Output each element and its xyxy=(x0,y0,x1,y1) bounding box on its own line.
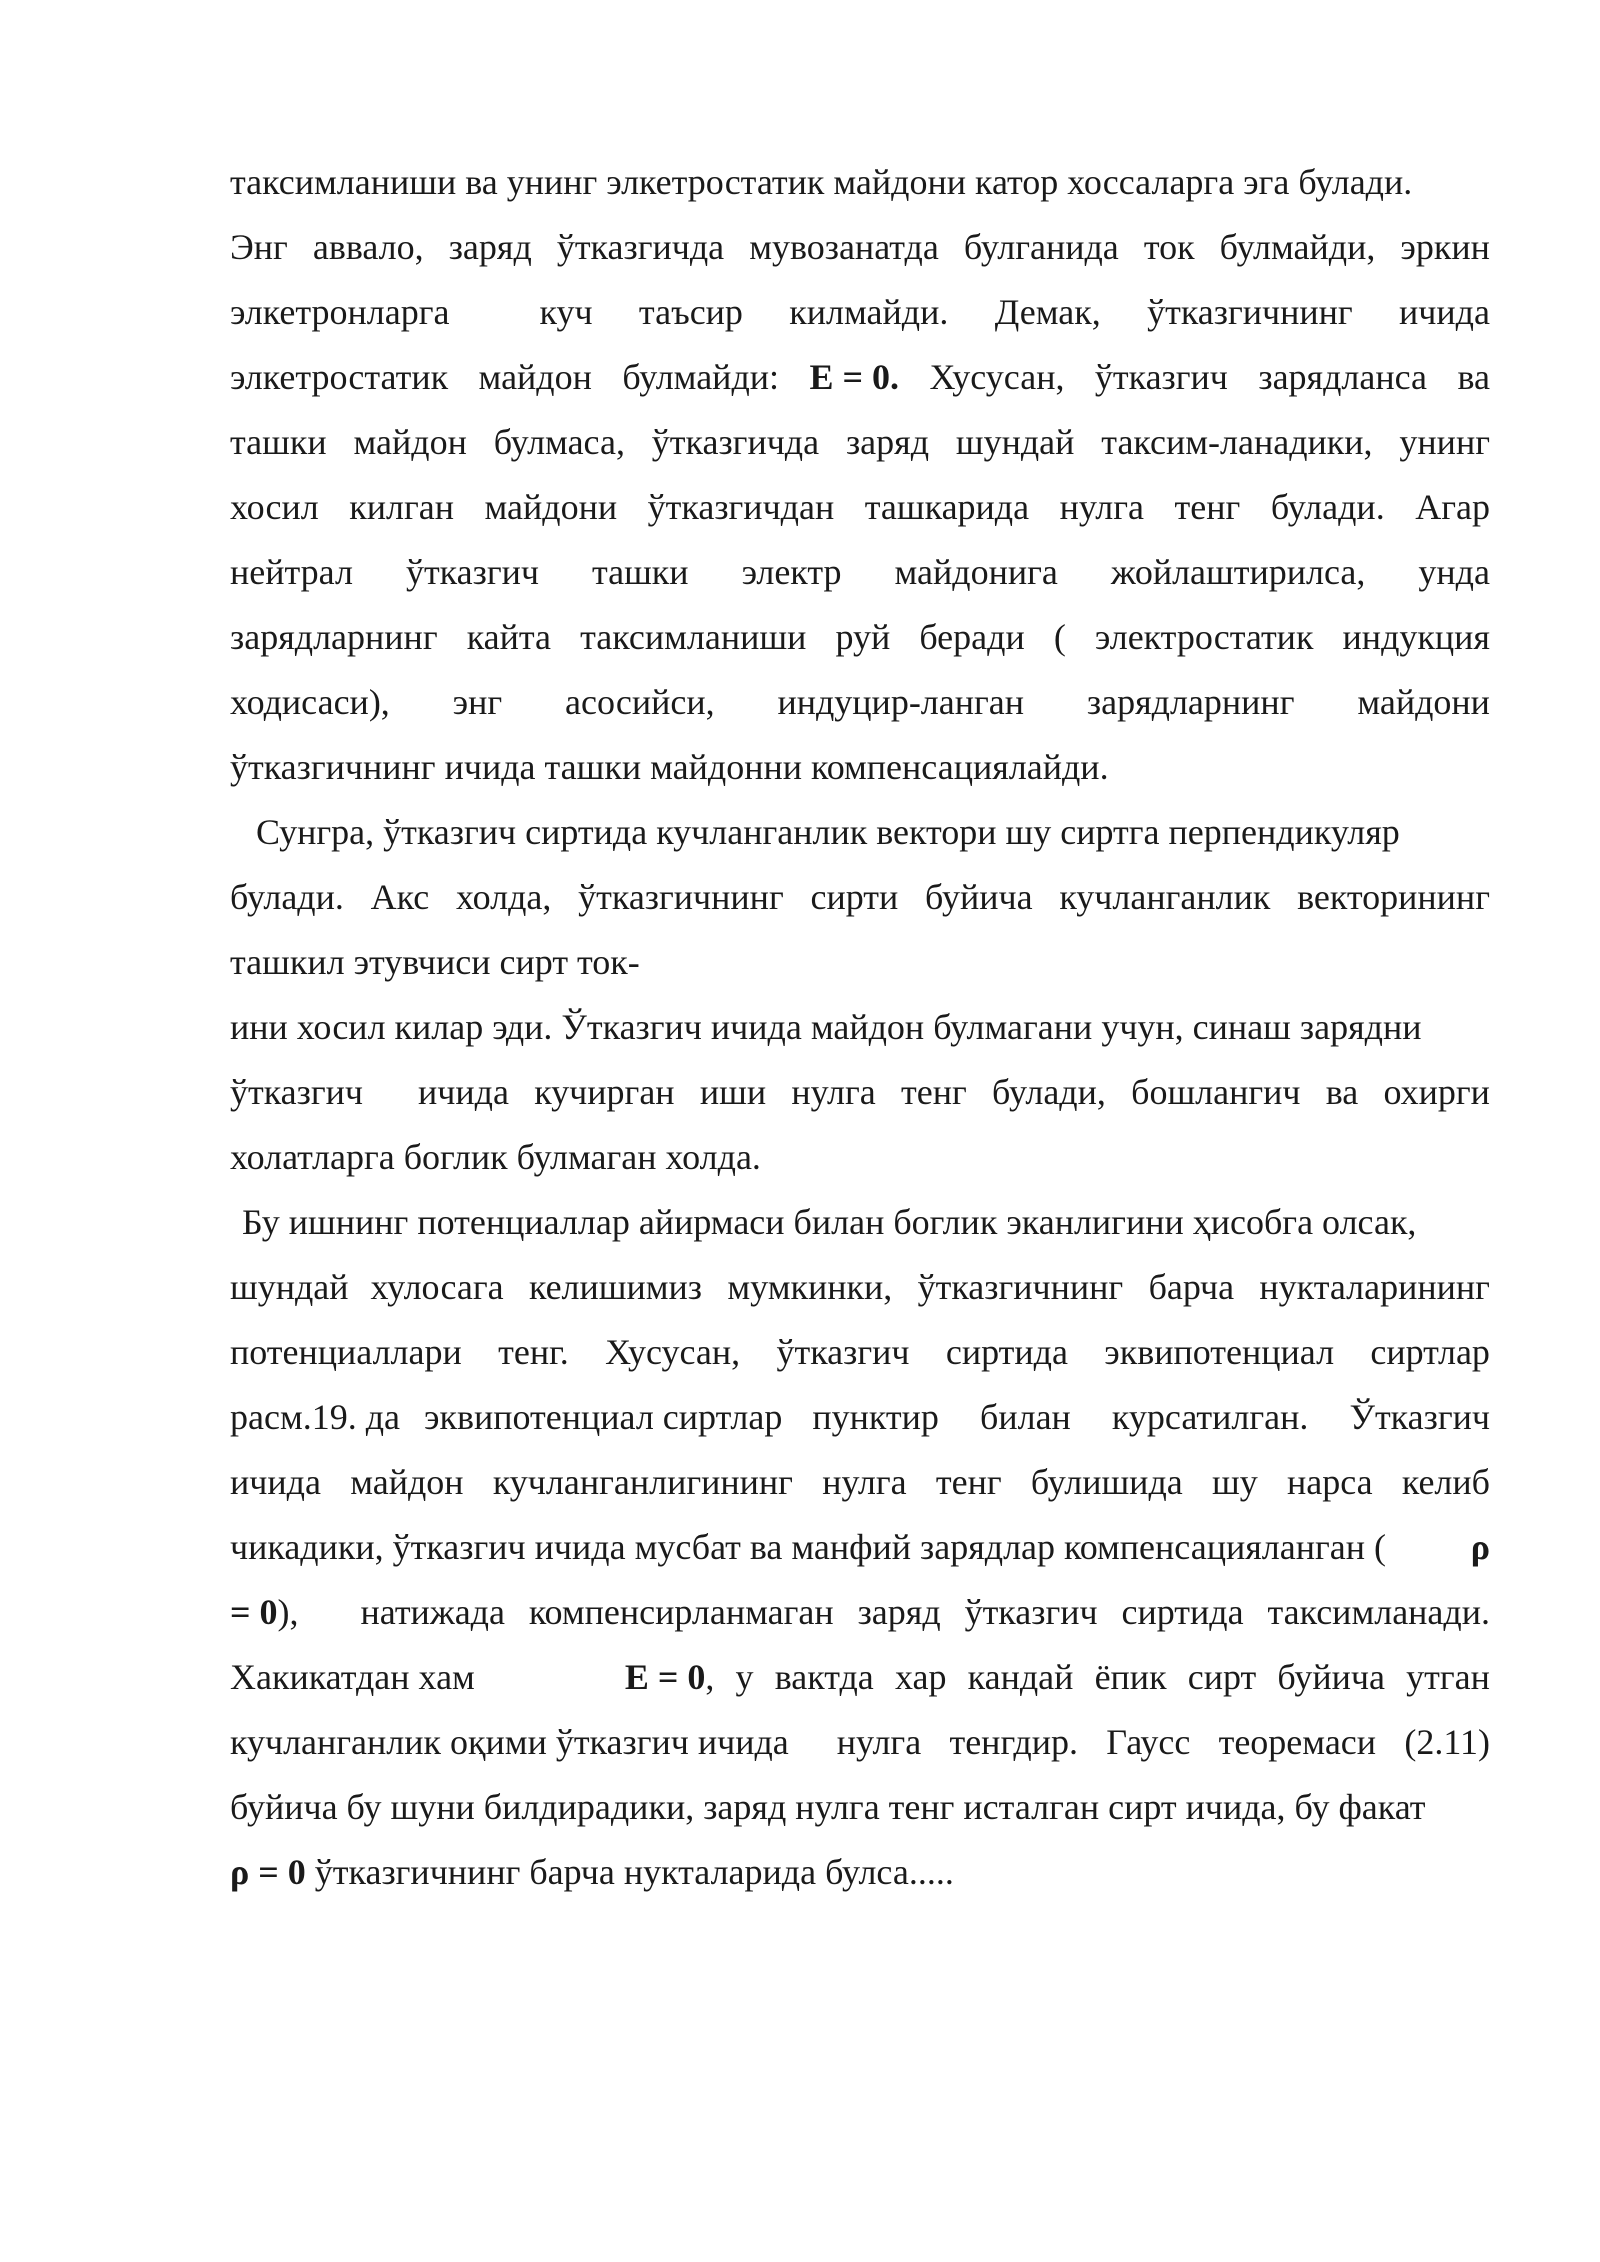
word: булишида xyxy=(1030,1462,1183,1502)
word: келишимиз xyxy=(528,1267,703,1307)
text-run: ини хосил килар эди. Ўтказгич ичида майдон булмагани учун, синаш зарядни xyxy=(230,1007,1422,1047)
word: нукталарининг xyxy=(1259,1267,1490,1307)
text-run: эквипотенциал сиртлар xyxy=(424,1397,783,1437)
word: таъсир xyxy=(638,292,743,332)
text-run: ташкил этувчиси сирт ток- xyxy=(230,942,640,982)
word: хар xyxy=(894,1657,947,1697)
word: тенг. xyxy=(498,1332,569,1372)
text-run: кучланганлик оқими ўтказгич ичида xyxy=(230,1722,789,1762)
word: булмайди, xyxy=(1219,227,1376,267)
word: тенг xyxy=(901,1072,967,1112)
word: майдони xyxy=(1357,682,1490,722)
word: таксимланиши xyxy=(580,617,807,657)
text-run: ўтказгичнинг барча нукталарида булса..... xyxy=(314,1852,954,1892)
word: барча xyxy=(1148,1267,1235,1307)
word: кучланганлик xyxy=(1059,877,1271,917)
word: хулосага xyxy=(370,1267,504,1307)
text-run: ), xyxy=(277,1592,299,1632)
word: пунктир xyxy=(812,1397,939,1437)
word: кучирган xyxy=(534,1072,675,1112)
text-line xyxy=(230,540,1490,605)
word: булмаса, xyxy=(493,422,625,462)
word: ходисаси), xyxy=(230,682,390,722)
formula-e-zero: E = 0 xyxy=(624,1657,706,1697)
word: аввало, xyxy=(312,227,424,267)
text-line xyxy=(230,410,1490,475)
text-line xyxy=(230,800,1490,865)
word: Хусусан, xyxy=(605,1332,741,1372)
text-run xyxy=(361,1580,1490,1645)
word: майдон xyxy=(350,1462,464,1502)
word: зарядланса xyxy=(1258,357,1428,397)
word: утган xyxy=(1406,1657,1490,1697)
word: жойлаштирилса, xyxy=(1110,552,1366,592)
word: булади, xyxy=(992,1072,1106,1112)
text-line xyxy=(230,1060,1490,1125)
word: нулга xyxy=(836,1722,922,1762)
word: индуцир-ланган xyxy=(777,682,1025,722)
word: ташкарида xyxy=(864,487,1030,527)
word: заряд xyxy=(448,227,532,267)
word: электростатик xyxy=(1094,617,1314,657)
text-run xyxy=(371,1255,1490,1320)
word: ташки xyxy=(591,552,689,592)
word: унда xyxy=(1418,552,1490,592)
word: компенсирланмаган xyxy=(528,1592,834,1632)
text-line xyxy=(230,215,1490,280)
word: шундай xyxy=(955,422,1075,462)
text-line xyxy=(230,995,1490,1060)
text-line xyxy=(230,1840,1490,1905)
word: ўтказгич xyxy=(776,1332,910,1372)
text-run: элкетронларга xyxy=(230,292,450,332)
word: ўтказгичнинг xyxy=(578,877,784,917)
word: нулга xyxy=(1059,487,1145,527)
word: теоремаси xyxy=(1218,1722,1377,1762)
formula-e-zero: E = 0. xyxy=(809,357,900,397)
word: ичида xyxy=(230,1462,321,1502)
text-run: расм.19. да xyxy=(230,1397,401,1437)
word: ( xyxy=(1053,617,1066,657)
word: ўтказгичнинг xyxy=(1147,292,1353,332)
word: , xyxy=(705,1657,715,1697)
word: хосил xyxy=(230,487,319,527)
text-run: шундай xyxy=(230,1267,349,1307)
word: зарядларнинг xyxy=(230,617,438,657)
word: сиртида xyxy=(1121,1592,1244,1632)
word: сирти xyxy=(810,877,899,917)
text-line xyxy=(230,1775,1490,1840)
word: охирги xyxy=(1383,1072,1490,1112)
word: бошлангич xyxy=(1131,1072,1301,1112)
word: ўтказгичда xyxy=(556,227,725,267)
text-line xyxy=(230,475,1490,540)
word: тенг xyxy=(1174,487,1241,527)
word: ташки xyxy=(230,422,327,462)
formula-zero: = 0 xyxy=(230,1592,278,1632)
text-run: ўтказгич xyxy=(230,1072,364,1112)
word: нулга xyxy=(822,1462,907,1502)
formula-rho-zero: ρ = 0 xyxy=(230,1852,306,1892)
word: сирт xyxy=(1187,1657,1257,1697)
word: унинг xyxy=(1399,422,1490,462)
text-run xyxy=(812,1385,1490,1450)
word: ўтказгич xyxy=(964,1592,1098,1632)
word: кандай xyxy=(967,1657,1074,1697)
text-run: Сунгра, ўтказгич сиртида кучланганлик вектори шу сиртга перпендикуляр xyxy=(256,812,1400,852)
text-line xyxy=(230,1515,1490,1580)
word: шу xyxy=(1211,1462,1258,1502)
text-line xyxy=(230,1580,1490,1645)
word: вактда xyxy=(774,1657,874,1697)
text-line xyxy=(230,1255,1490,1320)
word: билан xyxy=(980,1397,1071,1437)
word: заряд xyxy=(845,422,930,462)
text-run: буйича бу шуни билдирадики, заряд нулга тенг исталган сирт ичида, бу факат xyxy=(230,1787,1426,1827)
word: кучланганлигининг xyxy=(492,1462,793,1502)
text-line xyxy=(230,1320,1490,1385)
word: булади. xyxy=(1270,487,1385,527)
word: эквипотенциал xyxy=(1104,1332,1335,1372)
text-run xyxy=(837,1710,1490,1775)
text-run: чикадики, ўтказгич ичида мусбат ва манфий зарядлар компенсацияланган ( xyxy=(230,1527,1386,1567)
text-run: Бу ишнинг потенциаллар айирмаси билан боглик эканлигини ҳисобга олсак, xyxy=(242,1202,1417,1242)
word: Агар xyxy=(1415,487,1490,527)
word: заряд xyxy=(857,1592,941,1632)
word: таксим-ланадики, xyxy=(1101,422,1373,462)
text-line xyxy=(230,1710,1490,1775)
word: ўтказгичнинг xyxy=(917,1267,1124,1307)
word: иши xyxy=(699,1072,767,1112)
word: ўтказгич xyxy=(1094,357,1228,397)
word: зарядларнинг xyxy=(1086,682,1295,722)
text-line xyxy=(230,1125,1490,1190)
word: майдон xyxy=(353,422,467,462)
text-line xyxy=(230,1385,1490,1450)
word: булганида xyxy=(963,227,1119,267)
word: тенг xyxy=(935,1462,1002,1502)
text-run xyxy=(539,280,1490,345)
word: ичида xyxy=(418,1072,509,1112)
word: курсатилган. xyxy=(1111,1397,1309,1437)
word: Гаусс xyxy=(1106,1722,1191,1762)
word: холда, xyxy=(455,877,552,917)
text-run xyxy=(418,1060,1490,1125)
word: индукция xyxy=(1342,617,1490,657)
word: Ўтказгич xyxy=(1349,1397,1490,1437)
word: куч xyxy=(539,292,593,332)
word: мумкинки, xyxy=(727,1267,893,1307)
word: килмайди. xyxy=(789,292,949,332)
text-run: Хакикатдан хам xyxy=(230,1657,475,1697)
word: нейтрал xyxy=(230,552,353,592)
word: энг xyxy=(452,682,503,722)
word: нарса xyxy=(1286,1462,1373,1502)
word: килган xyxy=(349,487,454,527)
text-line xyxy=(230,930,1490,995)
word: булади. xyxy=(230,877,344,917)
word: булмайди: xyxy=(622,357,780,397)
word: буйича xyxy=(925,877,1033,917)
formula-rho: ρ xyxy=(1470,1527,1490,1567)
word: кайта xyxy=(466,617,552,657)
word: келиб xyxy=(1401,1462,1490,1502)
text-run xyxy=(705,1645,1490,1710)
word: Энг xyxy=(230,227,288,267)
word: майдон xyxy=(478,357,592,397)
word: ўтказгичдан xyxy=(647,487,835,527)
word: асосийси, xyxy=(564,682,715,722)
word: потенциаллари xyxy=(230,1332,462,1372)
text-line xyxy=(230,1190,1490,1255)
word: мувозанатда xyxy=(749,227,939,267)
word: тенгдир. xyxy=(949,1722,1078,1762)
word: ёпик xyxy=(1094,1657,1167,1697)
word: элкетростатик xyxy=(230,357,449,397)
word: ичида xyxy=(1399,292,1490,332)
word: электр xyxy=(741,552,842,592)
word: майдонига xyxy=(894,552,1058,592)
word: сиртида xyxy=(945,1332,1068,1372)
text-run: ўтказгичнинг ичида ташки майдонни компенсациялайди. xyxy=(230,747,1109,787)
word: буйича xyxy=(1277,1657,1385,1697)
body-text xyxy=(230,150,1490,1905)
text-line xyxy=(230,735,1490,800)
word: сиртлар xyxy=(1370,1332,1490,1372)
word: руй xyxy=(835,617,891,657)
word: натижада xyxy=(360,1592,505,1632)
text-run: холатларга боглик булмаган холда. xyxy=(230,1137,761,1177)
word: майдони xyxy=(484,487,618,527)
word: ва xyxy=(1325,1072,1359,1112)
word: ва xyxy=(1457,357,1490,397)
word: нулга xyxy=(791,1072,876,1112)
text-line xyxy=(230,280,1490,345)
word: беради xyxy=(919,617,1025,657)
text-run: таксимланиши ва унинг элкетростатик майдони катор хоссаларга эга булади. xyxy=(230,162,1413,202)
word: у xyxy=(735,1657,754,1697)
text-line xyxy=(230,865,1490,930)
word: ток xyxy=(1143,227,1195,267)
word: (2.11) xyxy=(1404,1722,1490,1762)
text-line xyxy=(230,150,1490,215)
text-line xyxy=(230,1645,1490,1710)
text-line xyxy=(230,1450,1490,1515)
word: Акс xyxy=(370,877,430,917)
word: ўтказгичда xyxy=(651,422,820,462)
word: Хусусан, xyxy=(929,357,1065,397)
word: таксимланади. xyxy=(1267,1592,1490,1632)
text-line xyxy=(230,345,1490,410)
text-line xyxy=(230,670,1490,735)
text-line xyxy=(230,605,1490,670)
word: векторининг xyxy=(1297,877,1490,917)
word: Демак, xyxy=(994,292,1101,332)
word: ўтказгич xyxy=(405,552,539,592)
word: эркин xyxy=(1400,227,1490,267)
